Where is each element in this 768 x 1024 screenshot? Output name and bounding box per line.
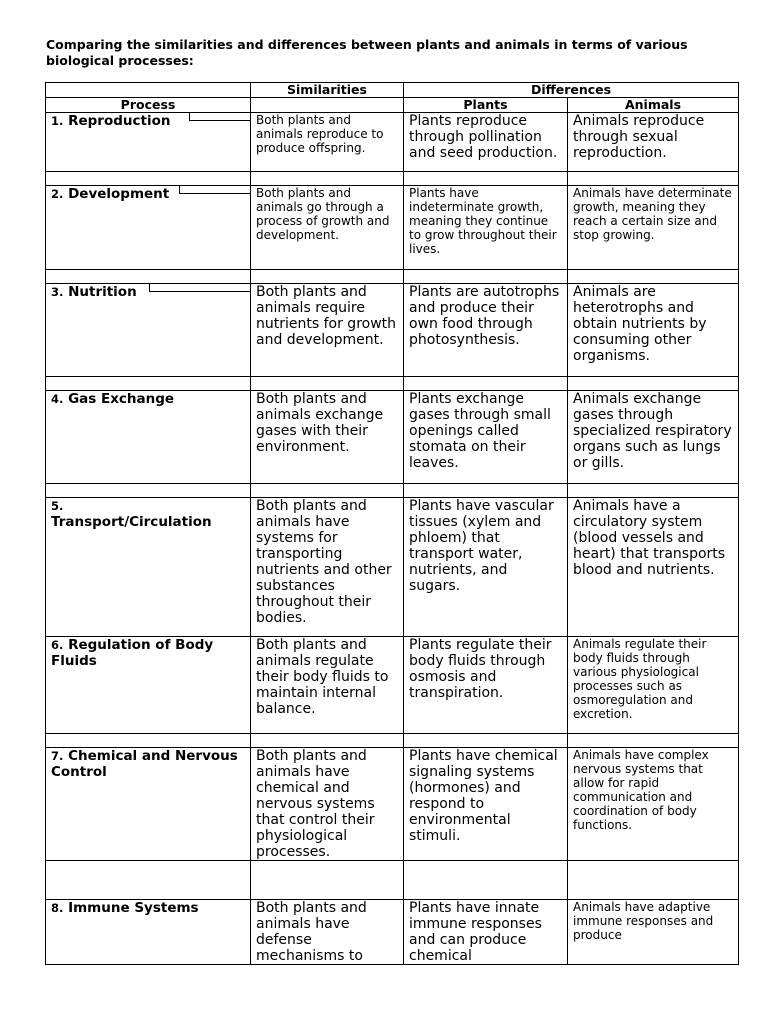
header-similarities: Similarities <box>251 83 404 98</box>
plants-cell: Plants have innate immune responses and can produce chemical <box>404 900 568 965</box>
spacer-row <box>46 172 739 186</box>
spacer-row <box>46 484 739 498</box>
plants-cell: Plants exchange gases through small openings called stomata on their leaves. <box>404 391 568 484</box>
animals-cell: Animals exchange gases through specialized respiratory organs such as lungs or gills. <box>568 391 739 484</box>
animals-cell: Animals reproduce through sexual reproduction. <box>568 113 739 172</box>
process-name: Transport/Circulation <box>51 514 212 530</box>
plants-cell: Plants reproduce through pollination and seed production. <box>404 113 568 172</box>
process-number: 3. <box>51 285 64 299</box>
process-cell <box>46 186 251 270</box>
similarity-cell: Both plants and animals have systems for transporting nutrients and other substances throughout their bodies. <box>251 498 404 637</box>
process-number: 6. <box>51 638 64 652</box>
process-name: Regulation of Body Fluids <box>51 637 214 669</box>
plants-cell: Plants have indeterminate growth, meaning they continue to grow throughout their lives. <box>404 186 568 270</box>
spacer-row <box>46 377 739 391</box>
process-cell <box>46 498 251 637</box>
table-row <box>46 186 739 270</box>
process-number: 2. <box>51 187 64 201</box>
animals-cell: Animals regulate their body fluids through various physiological processes such as osmoregulation and excretion. <box>568 637 739 734</box>
table-row <box>46 637 739 734</box>
process-name: Chemical and Nervous Control <box>51 748 238 780</box>
process-cell <box>46 284 251 377</box>
process-name: Immune Systems <box>68 900 199 916</box>
spacer-row <box>46 270 739 284</box>
process-name: Reproduction <box>68 113 171 129</box>
process-number: 7. <box>51 749 64 763</box>
animals-cell: Animals are heterotrophs and obtain nutrients by consuming other organisms. <box>568 284 739 377</box>
process-name: Development <box>68 186 170 202</box>
process-number: 8. <box>51 901 64 915</box>
similarity-cell: Both plants and animals have defense mechanisms to <box>251 900 404 965</box>
process-name: Gas Exchange <box>68 391 175 407</box>
header-row-bottom <box>46 98 739 113</box>
document-title: Comparing the similarities and differences between plants and animals in terms of various biological processes: <box>46 37 688 68</box>
header-plants: Plants <box>404 98 568 113</box>
plants-cell: Plants are autotrophs and produce their own food through photosynthesis. <box>404 284 568 377</box>
header-differences: Differences <box>404 83 739 98</box>
animals-cell: Animals have adaptive immune responses and produce <box>568 900 739 965</box>
spacer-row <box>46 734 739 748</box>
process-number: 1. <box>51 114 64 128</box>
header-row-top <box>46 83 739 98</box>
process-number: 5. <box>51 499 64 513</box>
process-cell <box>46 391 251 484</box>
similarity-cell: Both plants and animals reproduce to produce offspring. <box>251 113 404 172</box>
header-blank <box>46 83 251 98</box>
animals-cell: Animals have complex nervous systems that allow for rapid communication and coordination of body functions. <box>568 748 739 861</box>
plants-cell: Plants have vascular tissues (xylem and phloem) that transport water, nutrients, and sugars. <box>404 498 568 637</box>
table-row <box>46 284 739 377</box>
process-cell <box>46 900 251 965</box>
table-row <box>46 900 739 965</box>
plants-cell: Plants have chemical signaling systems (hormones) and respond to environmental stimuli. <box>404 748 568 861</box>
animals-cell: Animals have determinate growth, meaning they reach a certain size and stop growing. <box>568 186 739 270</box>
similarity-cell: Both plants and animals require nutrients for growth and development. <box>251 284 404 377</box>
header-blank-similarities <box>251 98 404 113</box>
table-row <box>46 391 739 484</box>
header-process: Process <box>46 98 251 113</box>
process-number: 4. <box>51 392 64 406</box>
table-row <box>46 748 739 861</box>
process-cell <box>46 637 251 734</box>
similarity-cell: Both plants and animals go through a process of growth and development. <box>251 186 404 270</box>
header-animals: Animals <box>568 98 739 113</box>
similarity-cell: Both plants and animals have chemical and nervous systems that control their physiological processes. <box>251 748 404 861</box>
plants-cell: Plants regulate their body fluids through osmosis and transpiration. <box>404 637 568 734</box>
process-cell <box>46 113 251 172</box>
table-row <box>46 498 739 637</box>
similarity-cell: Both plants and animals exchange gases with their environment. <box>251 391 404 484</box>
similarity-cell: Both plants and animals regulate their body fluids to maintain internal balance. <box>251 637 404 734</box>
process-name: Nutrition <box>68 284 137 300</box>
table-row <box>46 113 739 172</box>
animals-cell: Animals have a circulatory system (blood vessels and heart) that transports blood and nutrients. <box>568 498 739 637</box>
process-cell <box>46 748 251 861</box>
blank-row <box>46 861 739 900</box>
comparison-table <box>45 82 739 965</box>
